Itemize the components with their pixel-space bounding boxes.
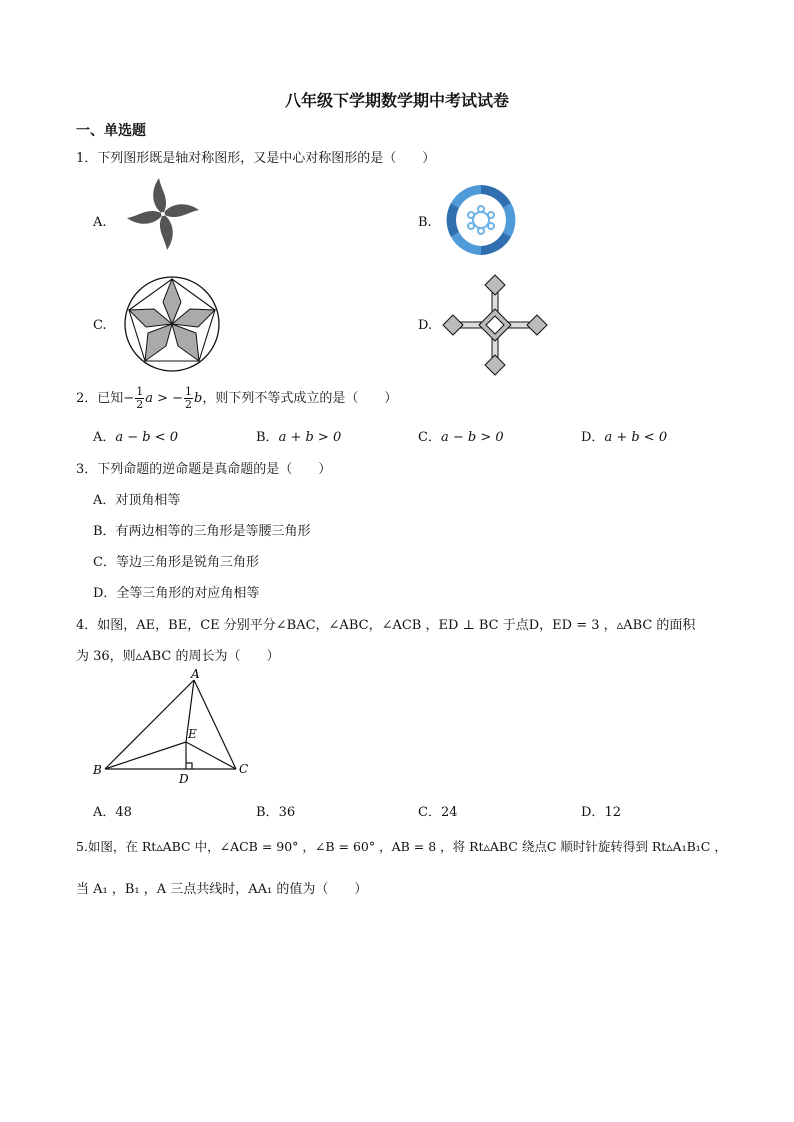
q2-fraction-1 <box>135 386 144 411</box>
q4-option-a <box>93 801 132 820</box>
vertex-b-label: B <box>93 763 102 777</box>
q4-option-b-value: 36 <box>278 805 296 820</box>
question-4-line-2: 为 36，则▵ABC 的周长为（ ） <box>76 649 280 664</box>
q4-option-b-label: B． <box>256 805 279 820</box>
swirl-logo-figure <box>444 183 518 257</box>
q2-option-c <box>418 426 504 445</box>
q2-suffix: ，则下列不等式成立的是（ ） <box>202 391 398 406</box>
q4-option-d <box>581 801 621 820</box>
q2-option-d-label: D． <box>581 430 605 445</box>
q2-option-d-expr: a + b < 0 <box>604 430 668 445</box>
q3-option-a: A．对顶角相等 <box>93 493 181 508</box>
question-5-line-2: 当 A₁ ，B₁ ，A 三点共线时，AA₁ 的值为（ ） <box>76 882 368 897</box>
q2-option-a-label: A． <box>93 430 116 445</box>
q1-option-a-label: A. <box>93 215 107 230</box>
q2-gt: > <box>157 391 168 406</box>
q3-option-d: D．全等三角形的对应角相等 <box>93 586 260 601</box>
point-e-label: E <box>188 727 197 741</box>
vertex-a-label: A <box>191 667 200 681</box>
q2-var-b: b <box>194 391 203 406</box>
q2-option-d <box>581 426 667 445</box>
pentagon-star-figure <box>118 276 226 372</box>
q2-option-a <box>93 426 178 445</box>
q2-option-b-label: B． <box>256 430 279 445</box>
q2-fraction-2 <box>184 386 193 411</box>
q2-option-b-expr: a + b > 0 <box>278 430 342 445</box>
q4-option-b <box>256 801 295 820</box>
q2-option-c-expr: a − b > 0 <box>440 430 504 445</box>
q2-frac-den-2: 2 <box>185 398 193 411</box>
q2-prefix: 2．已知 <box>76 391 124 406</box>
q4-option-a-value: 48 <box>115 805 132 820</box>
q4-option-a-label: A． <box>93 805 116 820</box>
q2-minus-2: − <box>172 391 184 406</box>
q2-var-a: a <box>145 391 153 406</box>
q2-minus-1: − <box>123 391 135 406</box>
question-1-text: 1．下列图形既是轴对称图形，又是中心对称图形的是（ ） <box>76 151 436 166</box>
q4-option-c-label: C． <box>418 805 441 820</box>
q1-option-d-label: D. <box>418 318 433 333</box>
vertex-c-label: C <box>239 762 249 776</box>
q1-option-b-label: B. <box>418 215 432 230</box>
q3-option-c: C．等边三角形是锐角三角形 <box>93 555 259 570</box>
page-title: 八年级下学期数学期中考试试卷 <box>284 91 509 110</box>
q3-option-b: B．有两边相等的三角形是等腰三角形 <box>93 524 311 539</box>
q4-option-d-value: 12 <box>604 805 621 820</box>
diamond-cross-figure <box>442 274 548 376</box>
q2-option-a-expr: a − b < 0 <box>115 430 179 445</box>
question-2-text <box>76 386 397 411</box>
section-heading: 一、单选题 <box>76 123 146 139</box>
q2-frac-num-1: 1 <box>136 385 144 398</box>
q2-frac-num-2: 1 <box>185 385 193 398</box>
question-4-line-1: 4．如图，AE，BE，CE 分别平分∠BAC，∠ABC，∠ACB ，ED ⊥ BC 于点D，ED = 3 ，▵ABC 的面积 <box>76 618 696 633</box>
triangle-abc-figure <box>90 668 260 788</box>
pinwheel-figure <box>118 176 208 252</box>
q2-option-c-label: C． <box>418 430 441 445</box>
q4-option-c <box>418 801 458 820</box>
q1-option-c-label: C. <box>93 318 107 333</box>
question-5-line-1: 5.如图，在 Rt▵ABC 中，∠ACB = 90° ，∠B = 60° ，AB = 8 ，将 Rt▵ABC 绕点C 顺时针旋转得到 Rt▵A₁B₁C ， <box>76 839 727 854</box>
q4-option-c-value: 24 <box>440 805 458 820</box>
q2-frac-den-1: 2 <box>136 398 144 411</box>
point-d-label: D <box>179 772 189 786</box>
question-3-text: 3．下列命题的逆命题是真命题的是（ ） <box>76 462 332 477</box>
q4-option-d-label: D． <box>581 805 605 820</box>
q2-option-b <box>256 426 341 445</box>
